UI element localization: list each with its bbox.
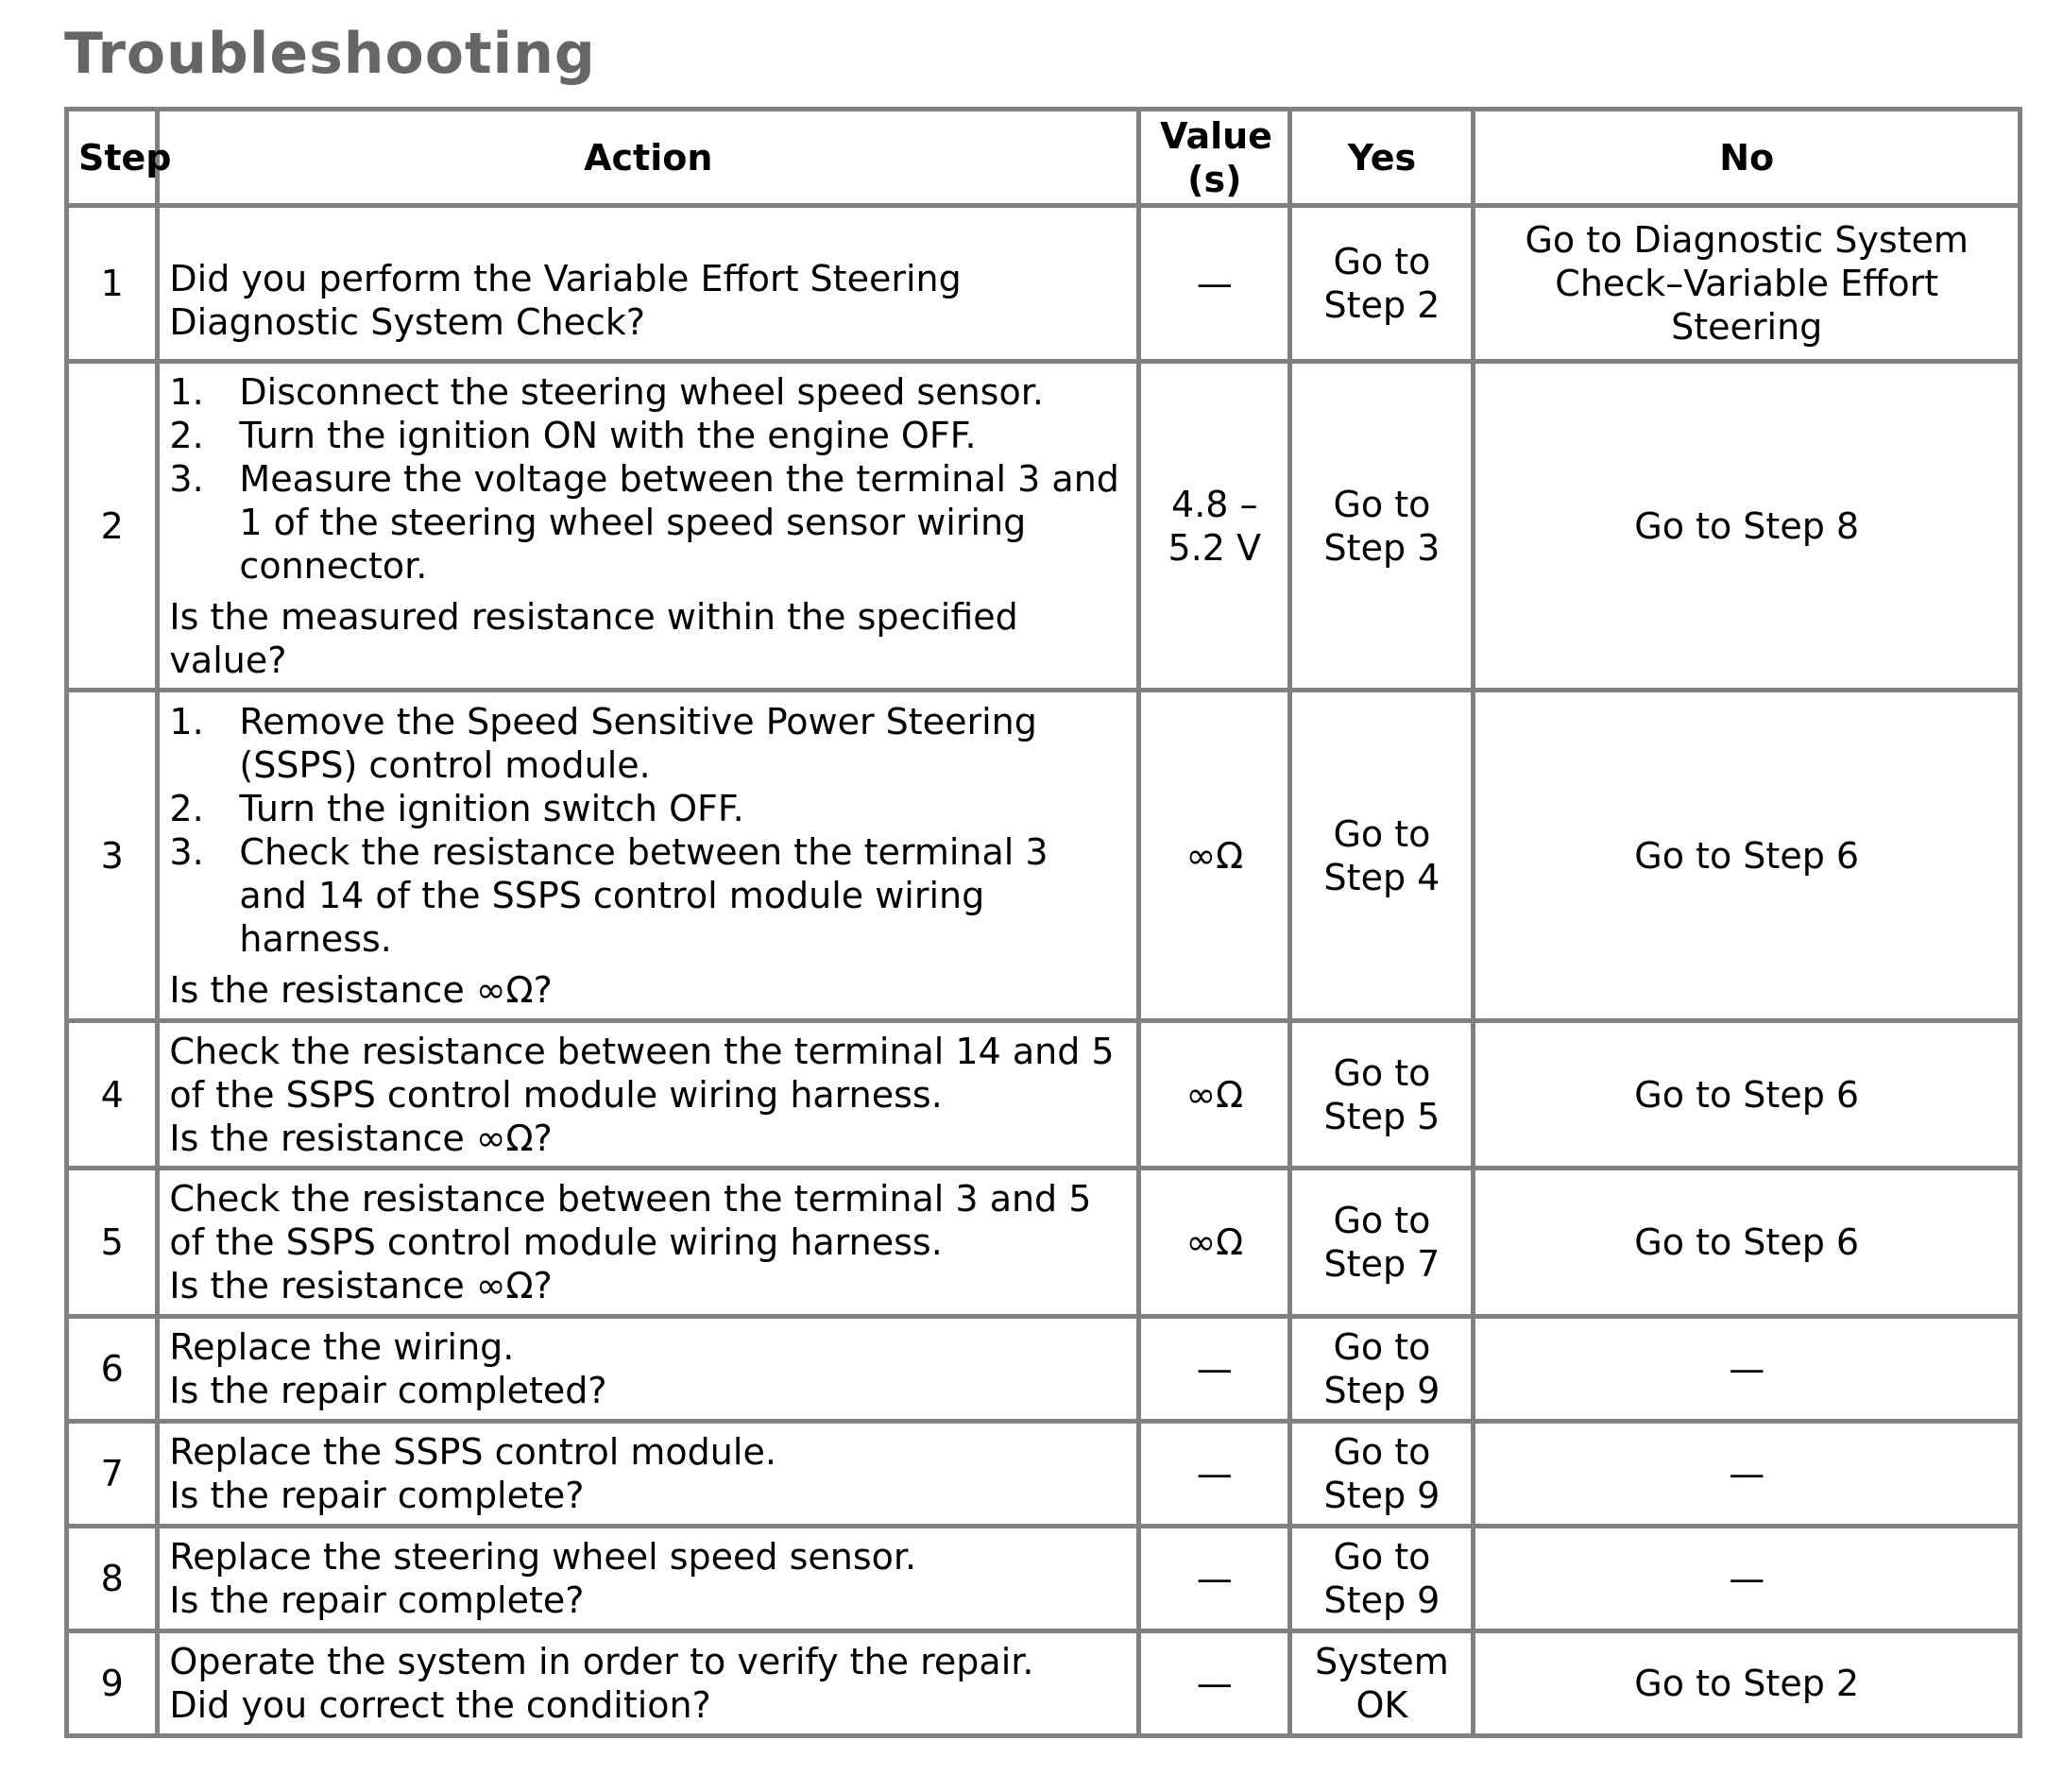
yes-cell: Go to Step 3 — [1290, 362, 1474, 691]
no-cell: Go to Step 2 — [1474, 1631, 2020, 1736]
yes-cell: Go to Step 5 — [1290, 1021, 1474, 1169]
table-row — [67, 691, 2020, 1021]
action-instruction: Check the resistance between the terminal 14 and 5 of the SSPS control module wiring harness. — [169, 1030, 1115, 1116]
header-yes: Yes — [1290, 110, 1474, 206]
value-cell: — — [1139, 206, 1290, 362]
action-instruction: Replace the steering wheel speed sensor. — [169, 1536, 917, 1578]
action-instruction: Replace the wiring. — [169, 1326, 515, 1368]
table-row — [67, 1317, 2020, 1422]
yes-cell: Go to Step 9 — [1290, 1317, 1474, 1422]
action-instruction: Operate the system in order to verify the repair. — [169, 1641, 1034, 1682]
action-step-text: Measure the voltage between the terminal 3 and 1 of the steering wheel speed sensor wiring connector. — [239, 457, 1119, 587]
action-step-text: Check the resistance between the terminal 3 and 14 of the SSPS control module wiring harness. — [239, 830, 1049, 960]
action-text — [158, 362, 1139, 691]
action-step — [169, 414, 1127, 457]
action-step — [169, 830, 1127, 961]
table-row — [67, 1527, 2020, 1631]
action-question: Is the repair complete? — [169, 1475, 585, 1516]
header-step: Step — [67, 110, 158, 206]
action-step — [169, 370, 1127, 414]
action-step-text: Remove the Speed Sensitive Power Steering (SSPS) control module. — [239, 700, 1037, 786]
page-title: Troubleshooting — [64, 21, 596, 87]
step-number: 1 — [67, 206, 158, 362]
action-step-list — [169, 700, 1127, 961]
value-cell: — — [1139, 1527, 1290, 1631]
table-row — [67, 1021, 2020, 1169]
action-text — [158, 206, 1139, 362]
action-step-text: Turn the ignition switch OFF. — [239, 787, 744, 829]
no-cell: — — [1474, 1422, 2020, 1527]
action-instruction: Replace the SSPS control module. — [169, 1431, 776, 1473]
action-instruction: Check the resistance between the terminal 3 and 5 of the SSPS control module wiring harness. — [169, 1178, 1092, 1263]
no-cell: Go to Diagnostic System Check–Variable Effort Steering — [1474, 206, 2020, 362]
action-question: Is the repair completed? — [169, 1370, 607, 1411]
table-header-row — [67, 110, 2020, 206]
value-cell: ∞Ω — [1139, 691, 1290, 1021]
action-step-text: Turn the ignition ON with the engine OFF. — [239, 414, 977, 456]
no-cell: Go to Step 6 — [1474, 1021, 2020, 1169]
step-number: 7 — [67, 1422, 158, 1527]
action-text — [158, 691, 1139, 1021]
table-row — [67, 1169, 2020, 1317]
step-number: 6 — [67, 1317, 158, 1422]
action-text — [158, 1631, 1139, 1736]
action-question: Is the resistance ∞Ω? — [169, 1117, 553, 1159]
yes-cell: Go to Step 9 — [1290, 1527, 1474, 1631]
table-row — [67, 362, 2020, 691]
yes-cell: Go to Step 2 — [1290, 206, 1474, 362]
value-cell: — — [1139, 1422, 1290, 1527]
value-cell: — — [1139, 1631, 1290, 1736]
header-action: Action — [158, 110, 1139, 206]
action-step-number: 3. — [169, 830, 204, 873]
action-text — [158, 1169, 1139, 1317]
step-number: 2 — [67, 362, 158, 691]
action-text — [158, 1527, 1139, 1631]
step-number: 9 — [67, 1631, 158, 1736]
troubleshooting-table — [64, 107, 2022, 1738]
action-step-number: 2. — [169, 787, 204, 829]
table-row — [67, 1631, 2020, 1736]
header-value: Value (s) — [1139, 110, 1290, 206]
no-cell: — — [1474, 1527, 2020, 1631]
action-question: Is the resistance ∞Ω? — [169, 968, 553, 1011]
action-step-number: 1. — [169, 370, 204, 413]
yes-cell: Go to Step 9 — [1290, 1422, 1474, 1527]
action-question: Is the measured resistance within the specified value? — [169, 595, 1018, 681]
value-cell: ∞Ω — [1139, 1021, 1290, 1169]
action-step-list — [169, 370, 1127, 588]
action-step-number: 3. — [169, 457, 204, 500]
action-question: Is the resistance ∞Ω? — [169, 1265, 553, 1306]
action-text — [158, 1317, 1139, 1422]
action-step-number: 2. — [169, 414, 204, 456]
step-number: 3 — [67, 691, 158, 1021]
header-no: No — [1474, 110, 2020, 206]
action-text — [158, 1021, 1139, 1169]
action-step — [169, 787, 1127, 830]
no-cell: — — [1474, 1317, 2020, 1422]
value-cell: — — [1139, 1317, 1290, 1422]
action-step-number: 1. — [169, 700, 204, 742]
value-cell: ∞Ω — [1139, 1169, 1290, 1317]
step-number: 4 — [67, 1021, 158, 1169]
action-step — [169, 700, 1127, 787]
table-row — [67, 206, 2020, 362]
yes-cell: Go to Step 7 — [1290, 1169, 1474, 1317]
action-text — [158, 1422, 1139, 1527]
action-step-text: Disconnect the steering wheel speed sensor. — [239, 370, 1044, 413]
step-number: 5 — [67, 1169, 158, 1317]
action-question: Did you perform the Variable Effort Steering Diagnostic System Check? — [169, 258, 962, 343]
value-cell: 4.8 – 5.2 V — [1139, 362, 1290, 691]
table-row — [67, 1422, 2020, 1527]
action-step — [169, 457, 1127, 588]
step-number: 8 — [67, 1527, 158, 1631]
no-cell: Go to Step 8 — [1474, 362, 2020, 691]
yes-cell: System OK — [1290, 1631, 1474, 1736]
action-question: Is the repair complete? — [169, 1579, 585, 1621]
no-cell: Go to Step 6 — [1474, 691, 2020, 1021]
no-cell: Go to Step 6 — [1474, 1169, 2020, 1317]
yes-cell: Go to Step 4 — [1290, 691, 1474, 1021]
action-question: Did you correct the condition? — [169, 1684, 711, 1726]
